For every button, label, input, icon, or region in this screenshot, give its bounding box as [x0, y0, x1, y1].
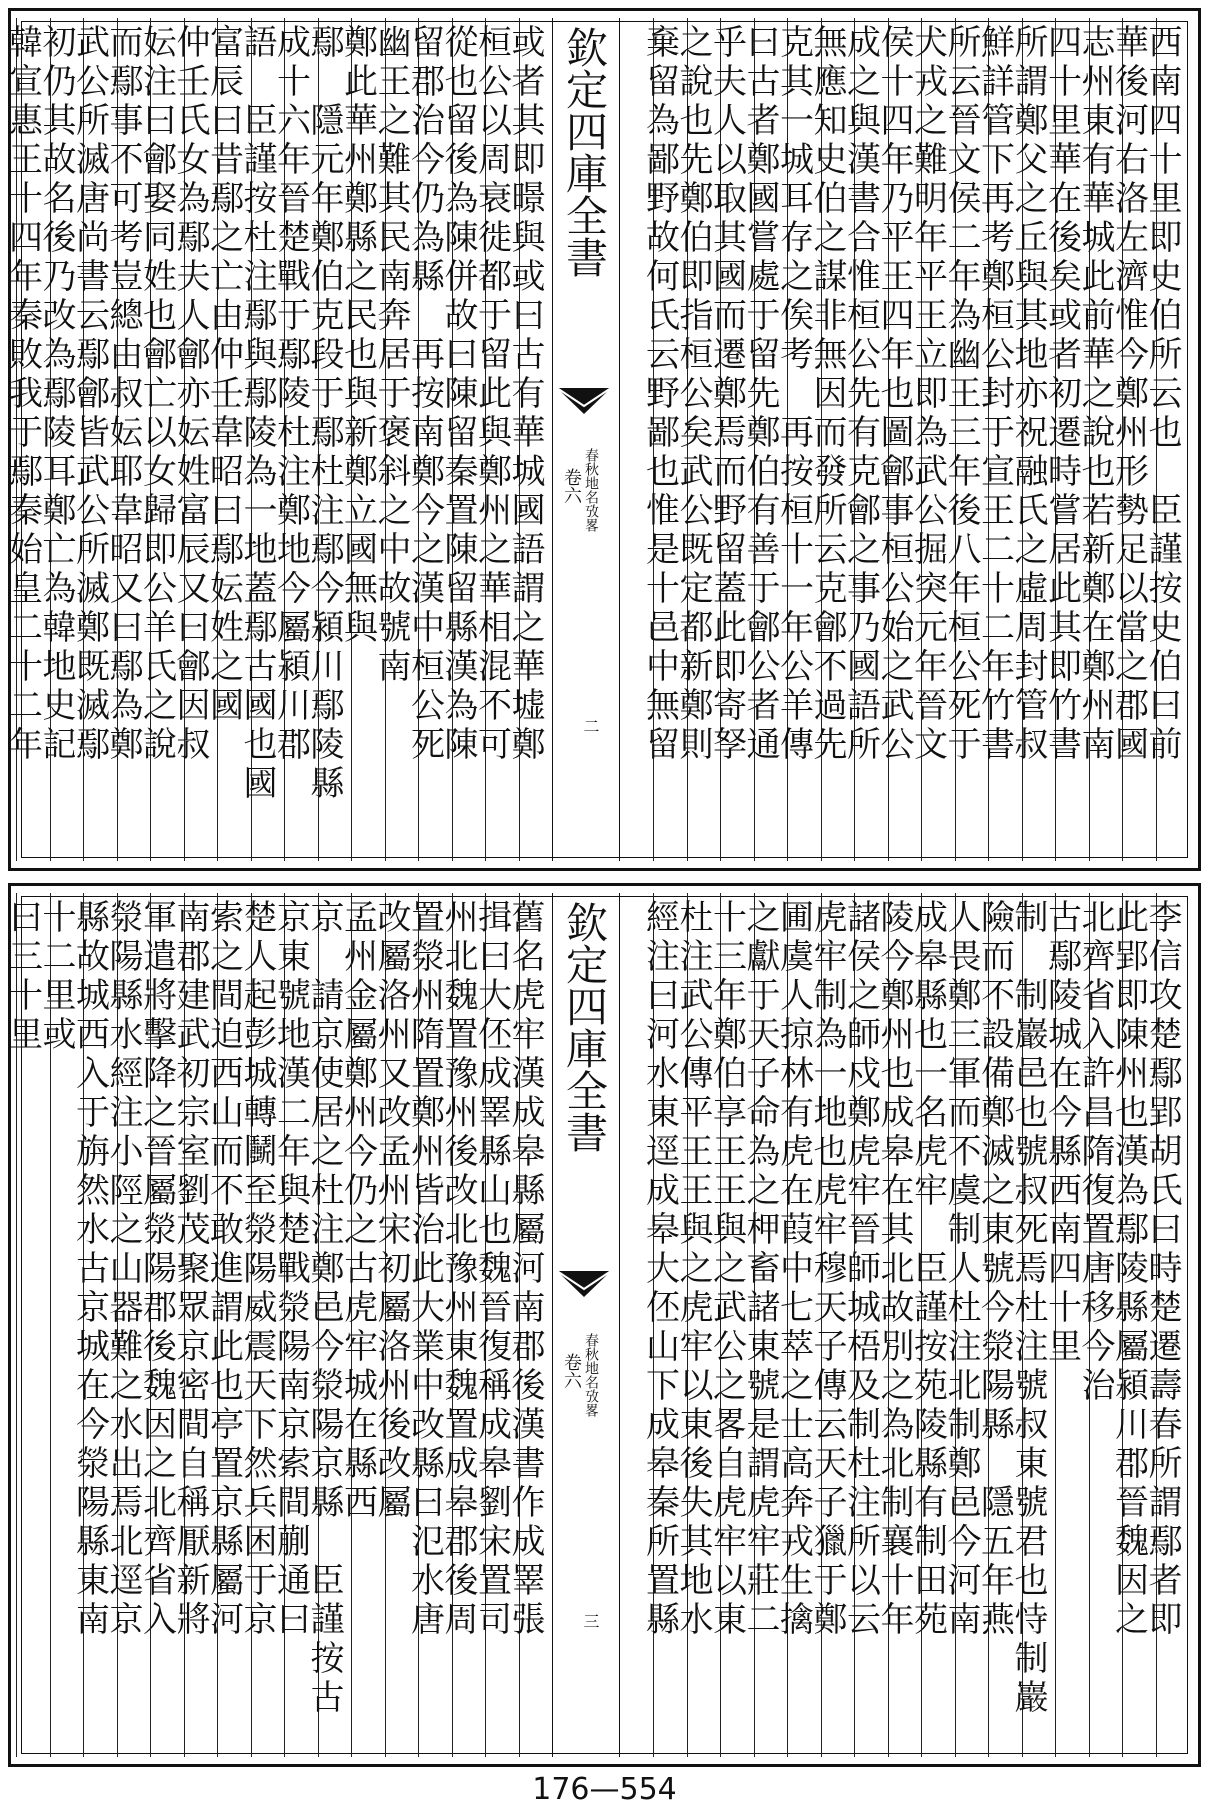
- text-column: 縣故城西入于旃然水古京城在今滎陽縣東南: [69, 899, 110, 1640]
- text-column: 富辰曰昔鄢之亡由仲壬韋昭曰鄢妘姓之國: [203, 24, 244, 726]
- text-column: 成之與漢書合惟桓公先有克鄶之事乃國語所: [840, 24, 881, 765]
- text-column: 揖曰大伾成睪縣山也魏晉復稱成皋劉宋置司: [471, 899, 512, 1640]
- text-column: 州北魏置豫州後改北豫州東魏置成皋郡後周: [438, 899, 478, 1640]
- text-column: 仲壬氏女為鄢夫人鄶亦妘姓富辰又曰鄶因叔: [170, 24, 210, 765]
- fishtail-emblem-icon: [557, 388, 611, 414]
- text-column: 四十里華在後矣或者初遷時嘗居此其即竹書: [1041, 24, 1082, 765]
- text-column: 置滎州隋置鄭州皆治此大業中改縣曰氾水唐: [404, 899, 445, 1640]
- text-column: 所云晉文侯二年為幽王三年後八年桓公死于: [941, 24, 981, 765]
- text-column: 孟州金屬鄭州今仍之古虎牢城在縣西: [337, 899, 378, 1523]
- text-column: 曰古者鄭國嘗處于留先鄭伯有善于鄶公者通: [740, 24, 780, 765]
- text-column: 滎陽縣水經注小陘之山器難之水出焉北逕京: [103, 899, 143, 1640]
- text-column: 鮮詳管下再考鄭桓公封于宣王二十二年竹書: [974, 24, 1015, 765]
- bottom-juan-label: 卷六: [561, 1353, 582, 1389]
- text-column: 西南四十里即史伯所云也 臣謹按史伯曰前: [1142, 24, 1182, 765]
- text-column: 圃虞人掠林有虎在葭中七萃之士高奔戎生擒: [773, 899, 814, 1640]
- text-column: 犬戎之難明年平王立即為武公掘突元年晉文: [907, 24, 948, 765]
- text-column: 京東號地漢二年與楚戰滎陽南京索間蒯通曰: [270, 899, 311, 1640]
- text-column: 韓宣惠王十四年秦敗我于鄢秦始皇二十二年: [2, 24, 43, 765]
- text-column: 陵今鄭州也成皋在其北故別之為北制襄十年: [874, 899, 914, 1640]
- fishtail-emblem-icon: [557, 1271, 611, 1297]
- text-column: 留郡治今仍為縣 再按南鄭今之漢中桓公死: [404, 24, 445, 765]
- text-column: 乎夫人以取其國而遷鄭焉而野留蓋此即寄孥: [706, 24, 747, 765]
- text-column: 棄留為鄙野故何氏云野鄙也惟是十邑中無留: [639, 24, 680, 765]
- text-column: 幽王之難其民南奔居于褒斜之中故號南: [371, 24, 411, 687]
- text-column: 舊名虎牢漢成皋縣屬河南郡後漢書作成睪張: [505, 899, 545, 1640]
- text-column: 而鄢事不可考豈總由叔妘耶韋昭又曰鄢為鄭: [103, 24, 143, 765]
- text-column: 此郢即陳州也漢為鄢陵縣屬潁川郡晉魏因之: [1108, 899, 1149, 1640]
- top-book-title-vertical: 欽定四庫全書: [560, 26, 609, 278]
- text-column: 志州東有華城此前華之說也若新鄭在鄭州南: [1075, 24, 1115, 765]
- text-column: 鄢 隱元年鄭伯克段于鄢杜注鄢今潁川鄢陵縣: [304, 24, 344, 804]
- text-column: 成皋縣也一名虎牢 臣謹按苑陵縣有制田苑: [907, 899, 948, 1640]
- text-column: 成十六年晉楚戰于鄢陵杜注鄭地今屬潁川郡: [270, 24, 311, 765]
- text-column: 或者其即暻與或曰古有華城國語謂之華墟鄭: [505, 24, 545, 765]
- footer-page-label: 176—554: [532, 1772, 677, 1807]
- top-juan-label: 卷六: [561, 468, 582, 504]
- top-center-band: [552, 18, 620, 861]
- text-column: 索之間迫西山而不敢進謂此也亭置京縣屬河: [203, 899, 244, 1640]
- text-column: 軍遣將擊降之晉屬滎陽郡後魏因之北齊省入: [136, 899, 177, 1640]
- text-column: 險而不設備鄭滅之東號今滎陽縣 隱五年燕: [974, 899, 1015, 1640]
- top-page-number: 二: [581, 718, 600, 734]
- bottom-center-band: [552, 893, 620, 1757]
- text-column: 武公所滅唐尚書云鄢鄶皆武公所滅鄭既滅鄢: [69, 24, 110, 765]
- text-column: 初仍其故名後乃改為鄢陵耳鄭亡為韓地史記: [36, 24, 76, 765]
- text-column: 妘注曰鄶娶同姓也鄶亡以女歸即公羊氏之說: [136, 24, 177, 765]
- text-column: 人畏鄭三軍而不虞制人杜注北制鄭邑今河南: [941, 899, 981, 1640]
- text-column: 京 請京使居之杜注鄭邑今滎陽京縣 臣謹按古: [304, 899, 344, 1718]
- text-column: 古鄢陵城在今縣西南四十里: [1041, 899, 1082, 1367]
- text-column: 華後河右洛左濟惟今鄭州形勢足以當之郡國: [1108, 24, 1149, 765]
- text-column: 李信攻楚鄢郢胡氏曰時楚遷壽春所謂鄢者即: [1142, 899, 1182, 1640]
- top-chapter-title: 春秋地名攷畧: [583, 448, 599, 532]
- bottom-book-title-vertical: 欽定四庫全書: [560, 901, 609, 1153]
- text-column: 所謂鄭父之丘與其地亦祝融氏之虛周封管叔: [1008, 24, 1048, 765]
- text-column: 從也留後為陳併故曰陳留秦置陳留縣漢為陳: [438, 24, 478, 765]
- text-column: 諸侯之師戍鄭虎牢晉師城梧及制杜注所以云: [840, 899, 881, 1640]
- text-column: 虎牢制為一地也虎牢穆天子傳云天子獵于鄭: [807, 899, 847, 1640]
- text-column: 南郡建武初宗室劉茂聚眾京密間自稱厭新將: [170, 899, 210, 1640]
- text-column: 克其一城耳存之俟考 再按桓十一年公羊傳: [773, 24, 814, 765]
- text-column: 之說也先鄭伯即指桓公矣武公既定都新鄭則: [673, 24, 713, 765]
- text-column: 楚人起彭城轉鬭至滎陽威震天下然兵困于京: [237, 899, 277, 1640]
- bottom-chapter-title: 春秋地名攷畧: [583, 1333, 599, 1417]
- text-column: 之獻于天子命為之柙畜諸東號是謂虎牢莊二: [740, 899, 780, 1640]
- text-column: 北齊省入許昌隋復置唐移今治: [1075, 899, 1115, 1406]
- text-column: 經注曰河水東逕成皋大伾山下成皋秦所置縣: [639, 899, 680, 1640]
- text-column: 制 制巖邑也號叔死焉杜注號叔東號君也恃制巖: [1008, 899, 1048, 1718]
- text-column: 桓公以周衰徙都于留此與鄭州之華相混不可: [471, 24, 512, 765]
- text-column: 改屬洛州又改孟州宋初屬洛州後改屬: [371, 899, 411, 1523]
- text-column: 曰三十里: [2, 899, 43, 1055]
- text-column: 十二里或: [36, 899, 76, 1055]
- bottom-page-number: 三: [581, 1613, 600, 1629]
- text-column: 侯十四年乃平王四年也圖鄶事桓公始之武公: [874, 24, 914, 765]
- text-column: 語 臣謹按杜注鄢與鄢陵為一地蓋鄢古國也國: [237, 24, 277, 804]
- text-column: 鄭此華州鄭縣之民也與新鄭立國無與: [337, 24, 378, 648]
- text-column: 無應知史伯之謀非無因而發所云克鄶不過先: [807, 24, 847, 765]
- text-column: 杜注武公傳平王王與之虎牢以東後失其地水: [673, 899, 713, 1640]
- text-column: 十三年鄭伯享王王與之武公之畧自虎牢以東: [706, 899, 747, 1640]
